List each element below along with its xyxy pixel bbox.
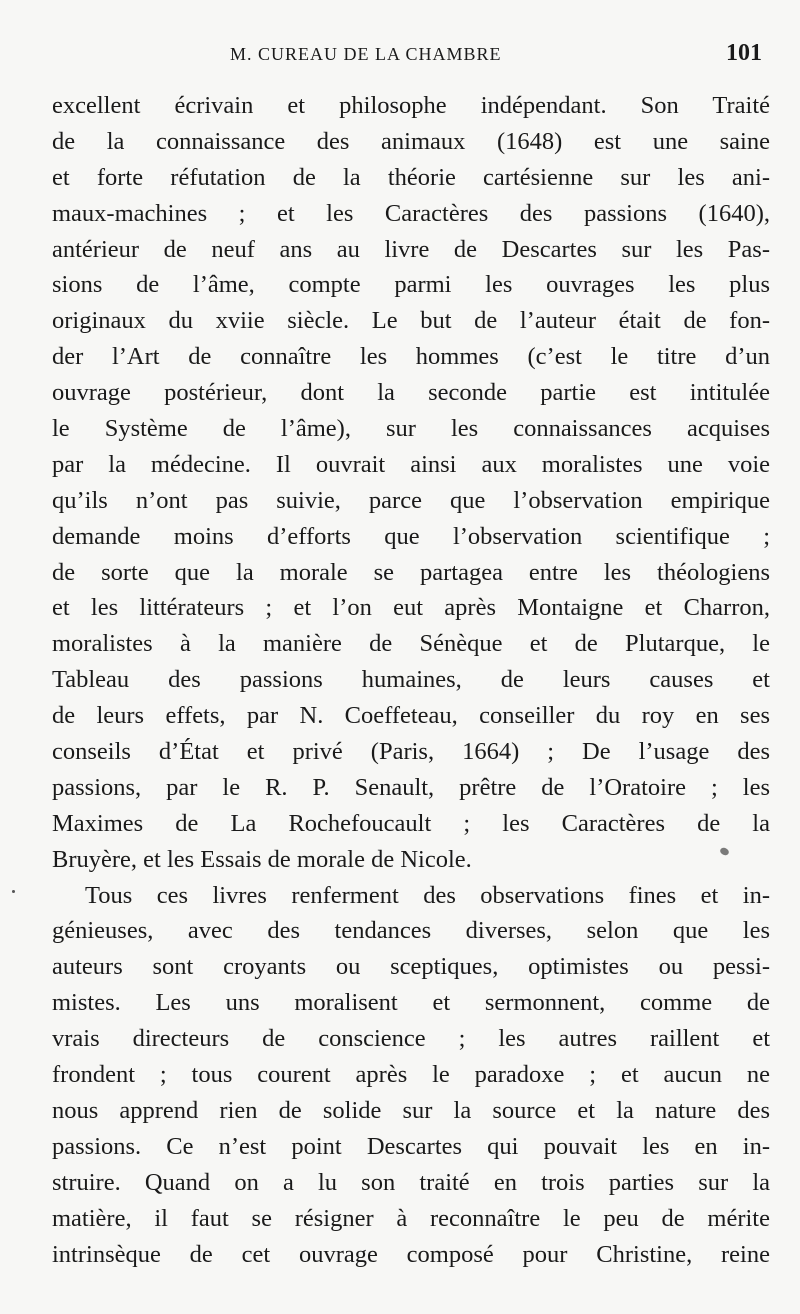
text-line: passions. Ce n’est point Descartes qui pouvait les en in- (52, 1132, 770, 1160)
text-line: nous apprend rien de solide sur la source et la nature des (52, 1096, 770, 1124)
text-line: excellent écrivain et philosophe indépendant. Son Traité (52, 92, 770, 119)
text-line: par la médecine. Il ouvrait ainsi aux moralistes une voie (52, 450, 770, 478)
running-title: M. CUREAU DE LA CHAMBRE (230, 44, 502, 64)
text-line: qu’ils n’ont pas suivie, parce que l’observation empirique (52, 486, 770, 514)
text-line: frondent ; tous courent après le paradoxe ; et aucun ne (52, 1061, 770, 1089)
text-line: de la connaissance des animaux (1648) est une saine (52, 127, 770, 155)
text-line: ouvrage postérieur, dont la seconde partie est intitulée (52, 379, 770, 407)
text-line: demande moins d’efforts que l’observation scientifique ; (52, 522, 770, 550)
text-line: passions, par le R. P. Senault, prêtre de l’Oratoire ; les (52, 773, 770, 801)
body-text (52, 88, 770, 1272)
text-line: der l’Art de connaître les hommes (c’est le titre d’un (52, 343, 770, 371)
text-line: matière, il faut se résigner à reconnaître le peu de mérite (52, 1204, 770, 1232)
text-line: de leurs effets, par N. Coeffeteau, conseiller du roy en ses (52, 702, 770, 730)
text-line: intrinsèque de cet ouvrage composé pour Christine, reine (52, 1240, 770, 1268)
text-line: de sorte que la morale se partagea entre les théologiens (52, 558, 770, 586)
text-line: originaux du xviie siècle. Le but de l’auteur était de fon- (52, 307, 770, 335)
text-line: auteurs sont croyants ou sceptiques, optimistes ou pessi- (52, 953, 770, 981)
text-line: sions de l’âme, compte parmi les ouvrages les plus (52, 271, 770, 299)
text-line: antérieur de neuf ans au livre de Descartes sur les Pas- (52, 235, 770, 263)
text-line: struire. Quand on a lu son traité en trois parties sur la (52, 1168, 770, 1196)
text-line: maux-machines ; et les Caractères des passions (1640), (52, 199, 770, 227)
paragraph-end-line: Bruyère, et les Essais de morale de Nicole. (52, 845, 472, 873)
text-line: mistes. Les uns moralisent et sermonnent, comme de (52, 989, 770, 1017)
text-line: et les littérateurs ; et l’on eut après Montaigne et Charron, (52, 594, 770, 622)
page-number: 101 (726, 40, 762, 66)
page-header (52, 40, 770, 74)
text-line: conseils d’État et privé (Paris, 1664) ; De l’usage des (52, 738, 770, 766)
text-line: génieuses, avec des tendances diverses, selon que les (52, 917, 770, 945)
text-line: vrais directeurs de conscience ; les autres raillent et (52, 1025, 770, 1053)
text-line: moralistes à la manière de Sénèque et de Plutarque, le (52, 630, 770, 658)
text-line: Maximes de La Rochefoucault ; les Caractères de la (52, 809, 770, 837)
text-line: le Système de l’âme), sur les connaissances acquises (52, 415, 770, 443)
text-line: Tableau des passions humaines, de leurs causes et (52, 666, 770, 694)
margin-dot (12, 890, 15, 893)
text-line: et forte réfutation de la théorie cartésienne sur les ani- (52, 163, 770, 191)
paragraph-start-line: Tous ces livres renferment des observations fines et in- (85, 881, 770, 909)
